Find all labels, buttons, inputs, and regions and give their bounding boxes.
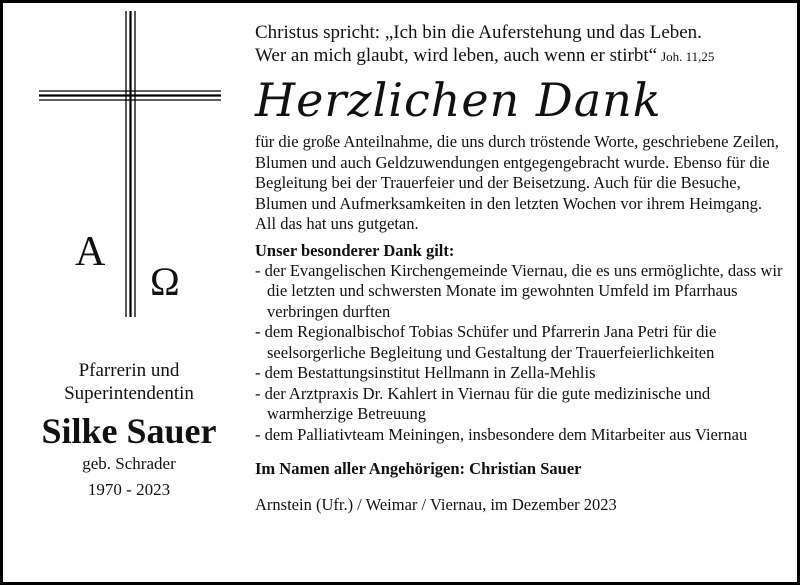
right-column [255,21,785,515]
quote-reference: Joh. 11,25 [661,49,715,64]
thanks-body: für die große Anteilnahme, die uns durch tröstende Worte, geschriebene Zeilen, Blumen und auch Geldzuwendungen entgegengebracht wurde. Ebenso für die Begleitung bei der Trauerfeier und der Beisetzung. Auch für die Besuche, Blumen und Aufmerksamkeiten in den letzten Wochen vor ihrem Heimgang. All das hat uns gutgetan. [255,132,779,233]
special-thanks-list [255,261,785,446]
list-item: - dem Regionalbischof Tobias Schüfer und Pfarrerin Jana Petri für die seelsorgerliche Begleitung und Gestaltung der Trauerfeierlichkeiten [255,322,785,363]
special-thanks-title: Unser besonderer Dank gilt: [255,240,455,260]
role-line-2: Superintendentin [64,383,194,404]
quote-line-1: Christus spricht: „Ich bin die Auferstehung und das Leben. [255,22,702,43]
list-item: - der Evangelischen Kirchengemeinde Viernau, die es uns ermöglichte, dass wir die letzten und schwersten Monate im gewohnten Umfeld im Pfarrhaus verbringen durften [255,261,785,323]
quote-line-2 [255,44,785,68]
list-item: - dem Bestattungsinstitut Hellmann in Zella-Mehlis [255,363,785,384]
alpha-symbol: A [75,229,106,275]
bible-quote [255,21,785,68]
role-line-1: Pfarrerin und [78,360,180,381]
left-column [9,9,249,579]
omega-symbol: Ω [150,259,180,304]
thanks-heading: Herzlichen Dank [255,73,662,127]
list-item: - der Arztpraxis Dr. Kahlert in Viernau für die gute medizinische und warmherzige Betreuung [255,384,785,425]
birth-name: geb. Schrader [82,454,176,473]
cross-icon [9,9,249,329]
list-item: - dem Palliativteam Meiningen, insbesondere dem Mitarbeiter aus Viernau [255,425,785,446]
quote-line-2-text: Wer an mich glaubt, wird leben, auch wenn er stirbt“ [255,45,658,66]
place-and-date: Arnstein (Ufr.) / Weimar / Viernau, im Dezember 2023 [255,495,617,514]
family-signature: Im Namen aller Angehörigen: Christian Sauer [255,459,582,478]
deceased-info [9,359,249,501]
deceased-name: Silke Sauer [41,411,217,451]
life-dates: 1970 - 2023 [87,480,171,499]
